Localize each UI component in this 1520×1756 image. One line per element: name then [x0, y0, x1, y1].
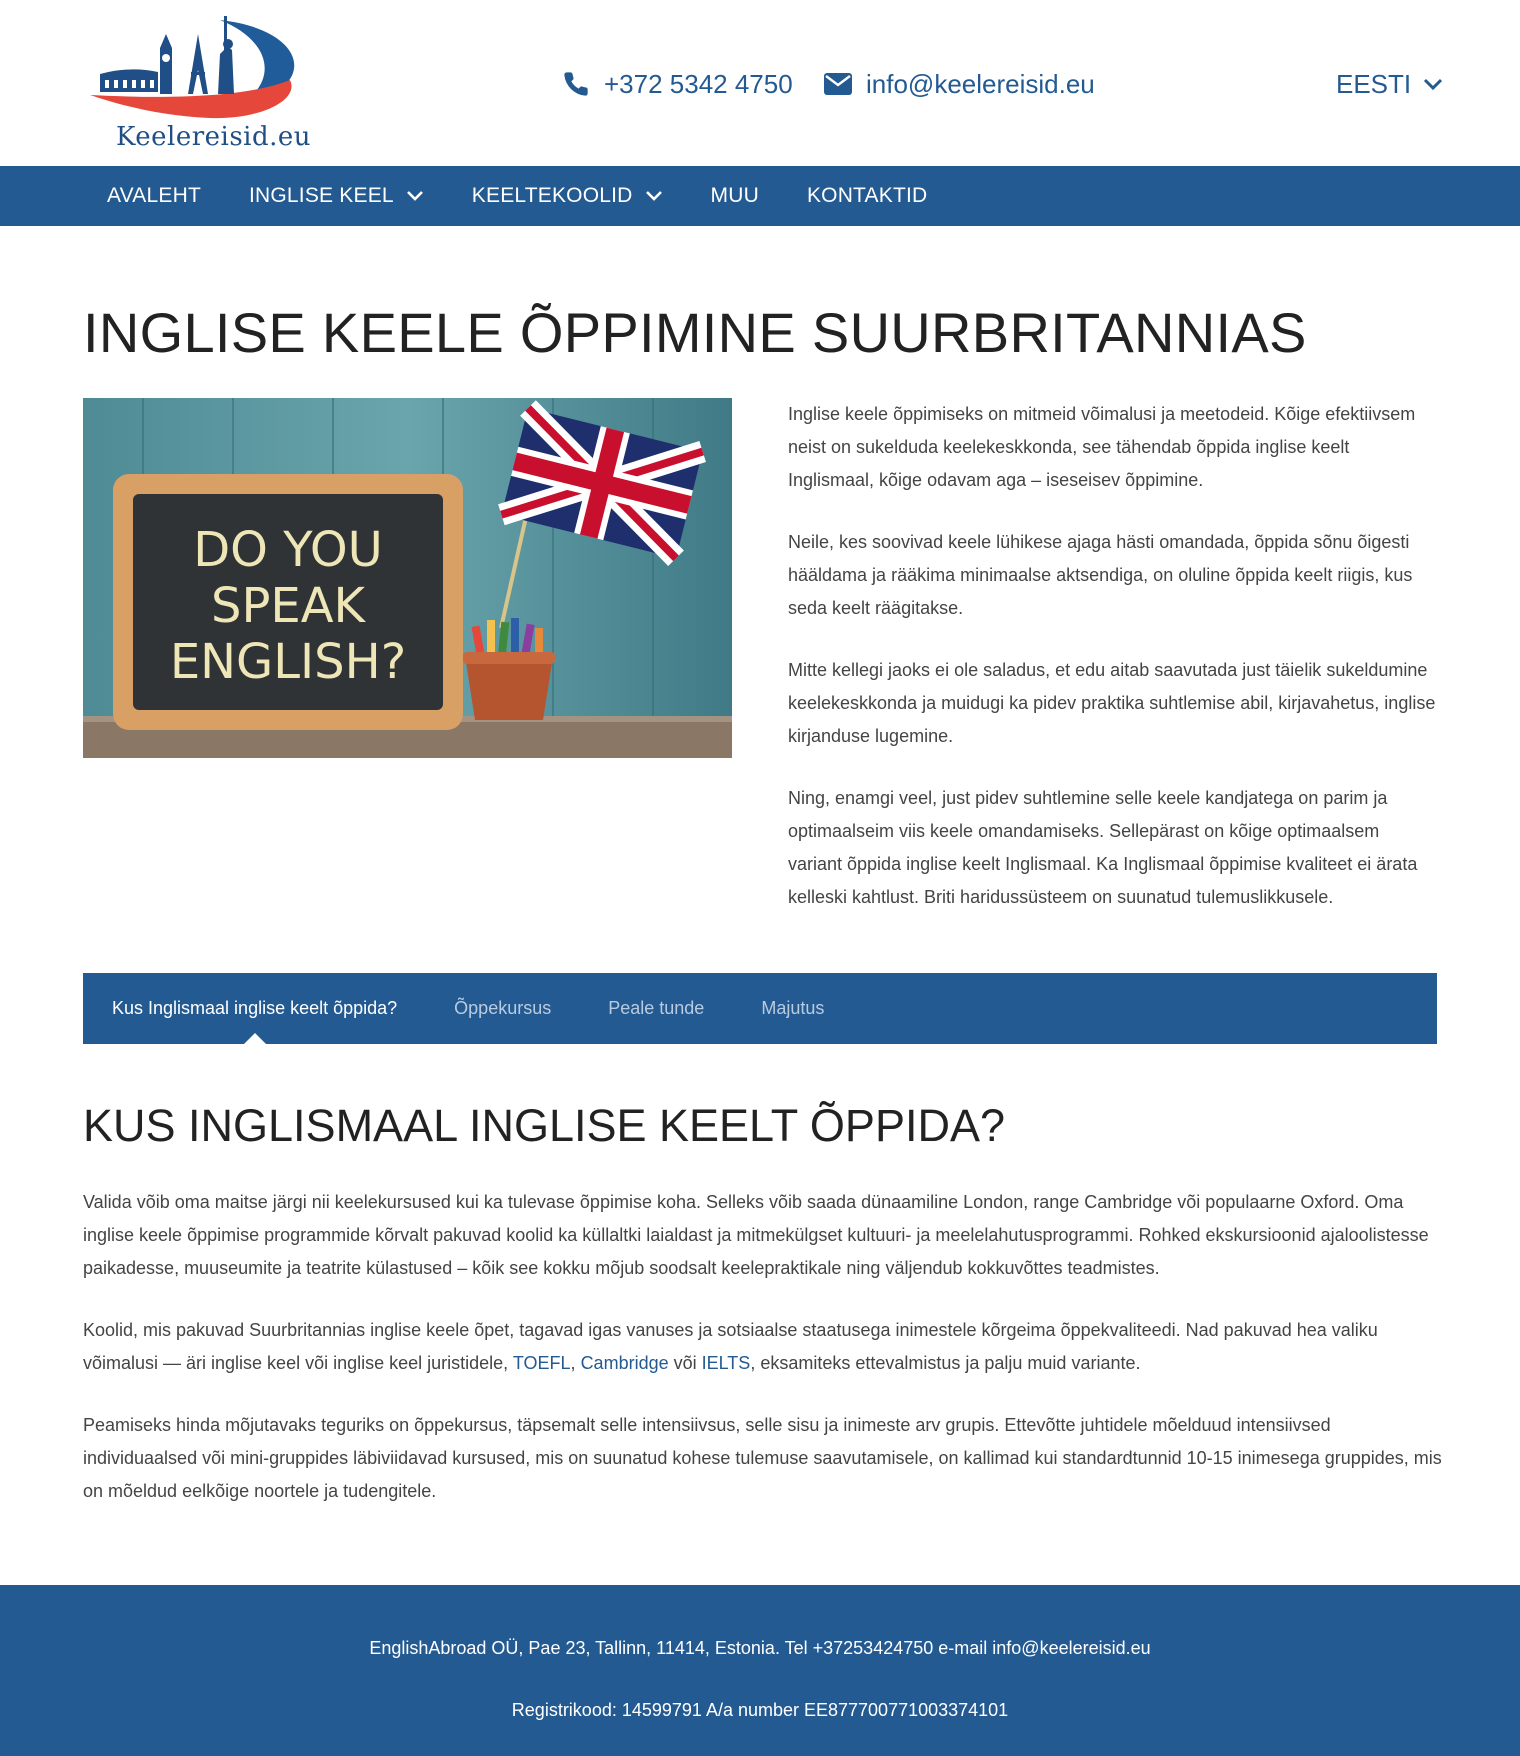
site-header	[0, 0, 1520, 166]
email-link[interactable]	[824, 66, 1095, 102]
phone-number: +372 5342 4750	[604, 68, 793, 99]
tab-majutus[interactable]	[761, 973, 824, 1044]
nav-item-keeltekoolid[interactable]	[472, 184, 663, 208]
logo-skyline-graphic	[90, 10, 330, 130]
envelope-icon	[824, 73, 852, 95]
intro-paragraph: Ning, enamgi veel, just pidev suhtlemine selle keele kandjatega on parim ja optimaalseim viis keele omandamiseks. Sellepärast on kõige optimaalsem variant õppida inglise keelt Inglismaal. Ka Inglismaal õppimise kvaliteet ei ärata kelleski kahtlust. Briti haridussüsteem on suunatud tulemuslikkusele.	[788, 788, 1418, 907]
section-body	[83, 1186, 1443, 1537]
nav-item-label: INGLISE KEEL	[248, 184, 394, 207]
site-logo[interactable]	[90, 10, 330, 160]
hero-image	[83, 398, 732, 758]
section-title: KUS INGLISMAAL INGLISE KEELT ÕPPIDA?	[83, 1100, 1005, 1151]
chevron-down-icon	[1423, 77, 1443, 91]
nav-item-inglise-keel[interactable]	[249, 184, 424, 208]
tab-kus-inglismaal[interactable]	[112, 973, 397, 1044]
tab-peale-tunde[interactable]	[608, 973, 704, 1044]
site-footer	[0, 1585, 1520, 1756]
link-cambridge[interactable]: Cambridge	[580, 1353, 669, 1373]
phone-link[interactable]	[562, 66, 793, 102]
page-title: INGLISE KEELE ÕPPIMINE SUURBRITANNIAS	[83, 301, 1307, 364]
intro-text	[788, 398, 1438, 943]
language-label: EESTI	[1336, 68, 1412, 99]
link-toefl[interactable]: TOEFL	[512, 1353, 571, 1373]
main-nav	[0, 166, 1520, 226]
separator-text: või	[668, 1353, 702, 1373]
tab-label: Kus Inglismaal inglise keelt õppida?	[112, 998, 398, 1018]
nav-item-avaleht[interactable]	[107, 184, 201, 208]
language-selector[interactable]	[1336, 66, 1443, 102]
nav-item-label: KONTAKTID	[806, 184, 928, 207]
section-paragraph: Valida võib oma maitse järgi nii keelekursused kui ka tulevase õppimise koha. Selleks võib saada dünaamiline London, range Cambridge või populaarne Oxford. Oma inglise keele õppimise programmide kõrvalt pakuvad koolid ka küllaltki laialdast ja mitmekülgset kultuuri- ja meelelahutusprogrammi. Rohked ekskursioonid ajaloolistesse paikadesse, muuseumite ja teatrite külastused – kõik see kokku mõjub soodsalt keelepraktikale ning väljendub kokkuvõttes teadmistes.	[83, 1192, 1429, 1278]
section-paragraph-text: Koolid, mis pakuvad Suurbritannias inglise keele õpet, tagavad igas vanuses ja sotsiaalse staatusega inimestele kõrgeima õppekvaliteedi. Nad pakuvad hea valiku võimalusi — äri inglise keel või inglise keel juristidele,	[83, 1320, 1378, 1373]
chevron-down-icon	[645, 190, 663, 202]
chalkboard-line-2: SPEAK	[210, 578, 366, 634]
nav-item-label: AVALEHT	[107, 184, 201, 207]
intro-paragraph: Mitte kellegi jaoks ei ole saladus, et edu aitab saavutada just täielik sukeldumine keelekeskkonda ja muidugi ka pidev praktika suhtlemise abil, kirjavahetus, inglise kirjanduse lugemine.	[788, 660, 1436, 746]
nav-item-label: MUU	[710, 184, 759, 207]
tab-label: Majutus	[761, 998, 825, 1018]
separator-text: ,	[570, 1353, 581, 1373]
chevron-down-icon	[406, 190, 424, 202]
chalkboard-line-1: DO YOU	[193, 522, 383, 578]
intro-paragraph: Neile, kes soovivad keele lühikese ajaga hästi omandada, õppida sõnu õigesti hääldama ja rääkima minimaalse aktsendiga, on oluline õppida keelt riigis, kus seda keelt räägitakse.	[788, 532, 1413, 618]
nav-item-muu[interactable]	[711, 184, 759, 208]
email-address: info@keelereisid.eu	[866, 68, 1095, 99]
footer-contact-line: EnglishAbroad OÜ, Pae 23, Tallinn, 11414, Estonia. Tel +37253424750 e-mail info@keelereisid.eu	[369, 1638, 1151, 1658]
intro-paragraph: Inglise keele õppimiseks on mitmeid võimalusi ja meetodeid. Kõige efektiivsem neist on sukelduda keelekeskkonda, see tähendab õppida inglise keelt Inglismaal, kõige odavam aga – iseseisev õppimine.	[788, 404, 1416, 490]
logo-text: Keelereisid.eu	[116, 122, 312, 152]
tab-oppekursus[interactable]	[454, 973, 551, 1044]
nav-item-kontaktid[interactable]	[807, 184, 927, 208]
tab-label: Õppekursus	[454, 998, 552, 1018]
section-paragraph-text: , eksamiteks ettevalmistus ja palju muid variante.	[750, 1353, 1141, 1373]
link-ielts[interactable]: IELTS	[701, 1353, 751, 1373]
chalkboard-flag-illustration	[83, 398, 732, 758]
phone-icon	[562, 70, 590, 98]
content-tabs	[83, 973, 1437, 1044]
section-paragraph	[83, 1314, 1443, 1380]
footer-registry-line: Registrikood: 14599791 A/a number EE877700771003374101	[511, 1700, 1009, 1720]
nav-item-label: KEELTEKOOLID	[471, 184, 633, 207]
chalkboard-line-3: ENGLISH?	[169, 634, 407, 690]
tab-label: Peale tunde	[608, 998, 705, 1018]
section-paragraph: Peamiseks hinda mõjutavaks teguriks on õppekursus, täpsemalt selle intensiivsus, selle sisu ja inimeste arv grupis. Ettevõtte juhtidele mõelduud intensiivsed individuaalsed või mini-gruppides läbiviidavad kursused, mis on suunatud kohese tulemuse saavutamisele, on kallimad kui standardtunnid 10-15 inimesega gruppides, mis on mõeldud eelkõige noortele ja tudengitele.	[83, 1415, 1442, 1501]
